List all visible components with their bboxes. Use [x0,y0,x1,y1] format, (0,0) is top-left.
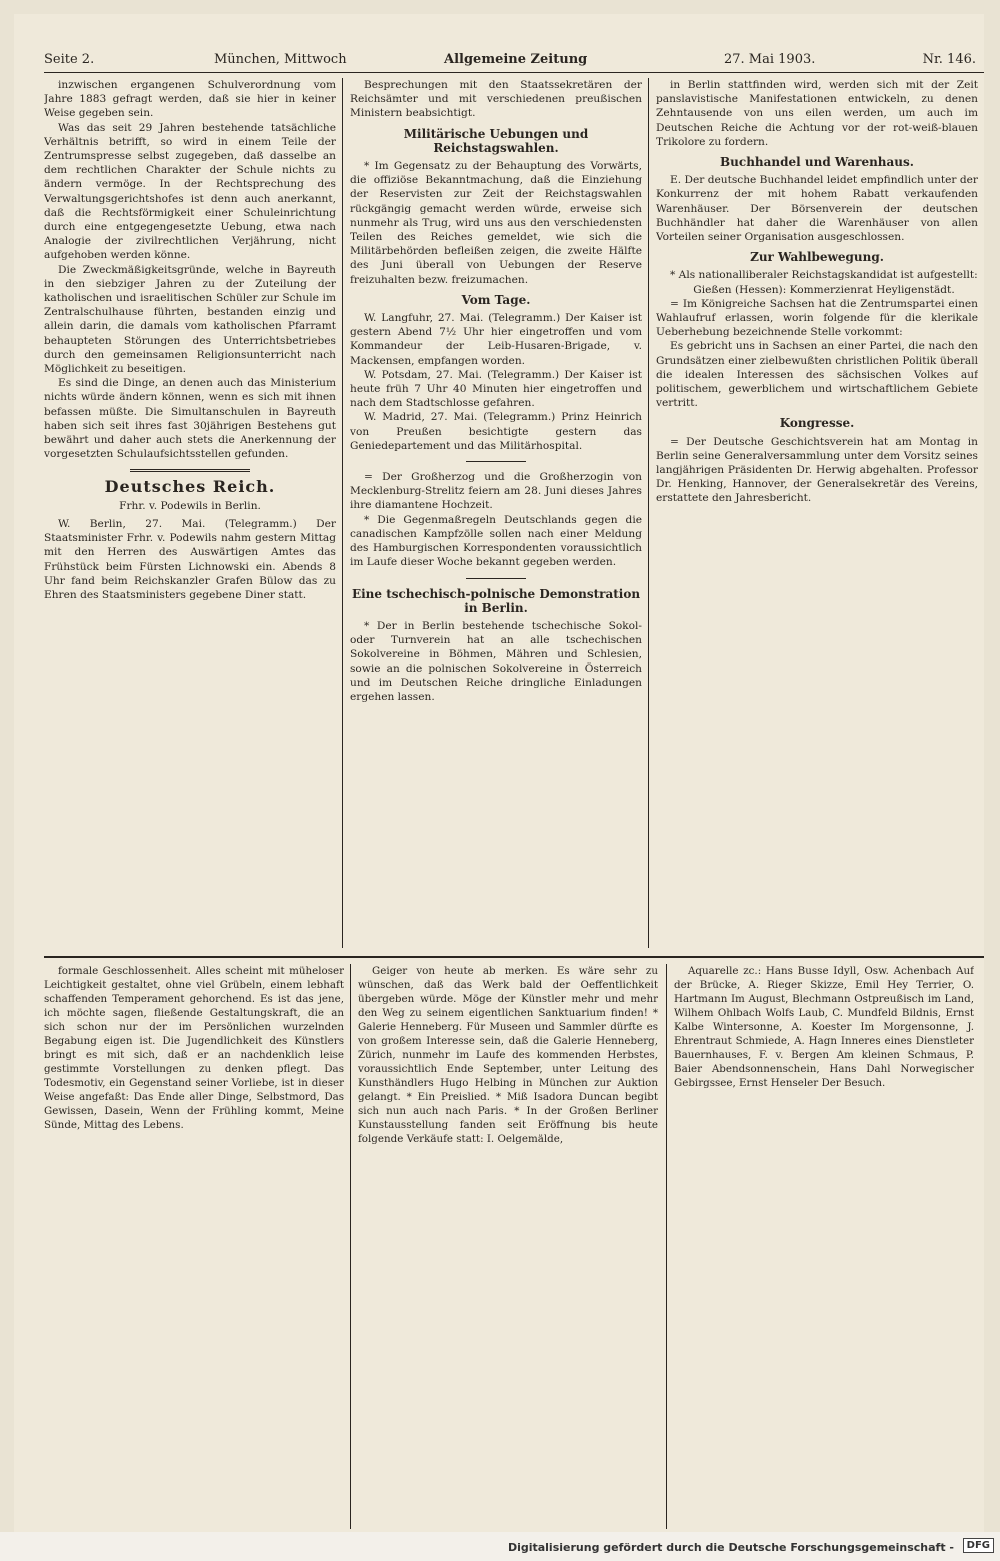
paragraph: Aquarelle zc.: Hans Busse Idyll, Osw. Achenbach Auf der Brücke, A. Rieger Skizze, Emil Hey Terrier, O. Hartmann Im August, Blechmann Ostpreußisch im Land, Wilhem Ohlbach Wolfs Laub, C. Mundfeld Bildnis, Ernst Kalbe Wintersonne, A. Koester Im Morgensonne, J. Ehrentraut Schmiede, A. Hagn Inneres eines Dienstleter Bauernhauses, F. v. Bergen Am kleinen Schmaus, P. Baier Abendsonnenschein, Hans Dahl Norwegischer Gebirgssee, Ernst Henseler Der Besuch. [674,965,974,1089]
article-heading: Buchhandel und Warenhaus. [720,155,914,170]
subheading: Frhr. v. Podewils in Berlin. [119,499,261,512]
paragraph: Es gebricht uns in Sachsen an einer Partei, die nach den Grundsätzen einer zielbewußten christlichen Politik überall die idealen Interessen des sächsischen Volkes auf politischem, gewerblichem und wirtschaftlichem Gebiete vertritt. [656,340,978,410]
column-divider [666,964,667,1529]
section-divider [130,469,250,472]
divider [466,578,526,579]
paragraph: * Im Gegensatz zu der Behauptung des Vorwärts, die offiziöse Bekanntmachung, daß die Einziehung der Reservisten zur Zeit der Reichstagswahlen rückgängig gemacht werden würde, erweise sich nunmehr als Trug, wird uns aus den verschiedensten Teilen des Reiches gemeldet, wie sich die Militärbehörden befleißen zeigen, die zweite Hälfte des Juni überall von Uebungen der Reserve freizuhalten bezw. freizumachen. [350,160,642,286]
column-1 [44,78,336,948]
issue-number: Nr. 146. [922,52,976,67]
paragraph: Es sind die Dinge, an denen auch das Ministerium nichts würde ändern können, wenn es sich mit ihnen befassen müßte. Die Simultanschulen in Bayreuth haben sich seit ihres fast 30jährigen Bestehens gut bewährt und daher auch stets die Anerkennung der vorgesetzten Schulaufsichtsstellen gefunden. [44,377,336,461]
paragraph: W. Berlin, 27. Mai. (Telegramm.) Der Staatsminister Frhr. v. Podewils nahm gestern Mittag mit den Herren des Auswärtigen Amtes das Frühstück beim Fürsten Lichnowski ein. Abends 8 Uhr fand beim Reichskanzler Grafen Bülow das zu Ehren des Staatsministers gegebene Diner statt. [44,517,336,601]
dfg-logo: DFG [963,1538,994,1553]
article-heading: Eine tschechisch-polnische Demonstration in Berlin. [351,586,641,615]
place-date-line: München, Mittwoch [214,52,347,67]
feuilleton-column-1 [44,964,344,1529]
paragraph: in Berlin stattfinden wird, werden sich mit der Zeit panslavistische Manifestationen entwickeln, zu denen Zehntausende von uns eilen werden, um auch im Deutschen Reiche die Achtung vor der rot-weiß-blauen Trikolore zu fordern. [656,79,978,148]
divider [466,461,526,462]
feuilleton-column-2 [358,964,658,1529]
paragraph: Die Zweckmäßigkeitsgründe, welche in Bayreuth in den siebziger Jahren zu der Zuteilung der katholischen und israelitischen Schüler zur Schule im Zentralschulhause führten, bestanden einzig und allein darin, die damals vom katholischen Pfarramt behaupteten Störungen des Unterrichtsbetriebes durch den gemeinsamen Religionsunterricht nach Möglichkeit zu beseitigen. [44,263,336,376]
article-heading: Zur Wahlbewegung. [750,250,884,265]
newspaper-title: Allgemeine Zeitung [444,52,588,67]
feuilleton-column-3 [674,964,974,1529]
paragraph: Geiger von heute ab merken. Es wäre sehr zu wünschen, daß das Werk bald der Oeffentlichkeit übergeben würde. Möge der Künstler mehr und mehr den Weg zu seinem eigentlichen Sanktuarium finden! * Galerie Henneberg. Für Museen und Sammler dürfte es von großem Interesse sein, daß die Galerie Henneberg, Zürich, nunmehr im Laufe des kommenden Herbstes, voraussichtlich Ende September, unter Leitung des Kunsthändlers Hugo Helbing in München zur Auktion gelangt. * Ein Preislied. * Miß Isadora Duncan begibt sich nun auch nach Paris. * In der Großen Berliner Kunstausstellung fanden seit Eröffnung bis heute folgende Verkäufe statt: I. Oelgemälde, [358,965,658,1145]
paragraph: * Die Gegenmaßregeln Deutschlands gegen die canadischen Kampfzölle sollen nach einer Meldung des Hamburgischen Korrespondenten voraussichtlich im Laufe dieser Woche bekannt gegeben werden. [350,513,642,569]
paragraph: Gießen (Hessen): Kommerzienrat Heyligenstädt. [693,283,955,296]
column-divider [350,964,351,1529]
paragraph: = Im Königreiche Sachsen hat die Zentrumspartei einen Wahlaufruf erlassen, worin folgende für die klerikale Ueberhebung bezeichnende Stelle vorkommt: [656,297,978,339]
newspaper-page [14,14,984,1532]
section-heading: Deutsches Reich. [104,477,276,497]
column-divider [342,78,343,948]
column-divider [648,78,649,948]
article-heading: Kongresse. [779,416,855,431]
paragraph: Was das seit 29 Jahren bestehende tatsächliche Verhältnis betrifft, so wird in einem Teile der Zentrumspresse selbst zugegeben, daß dasselbe an dem rechtlichen Charakter der Schule nichts zu ändern vermöge. In der Rechtsprechung des Verwaltungsgerichtshofes ist denn auch anerkannt, daß die Rechtsförmigkeit einer Schuleinrichtung durch eine entgegengesetzte Uebung, etwa nach Analogie der zivilrechtlichen Verjährung, nicht aufgehoben werden könne. [44,121,336,262]
paragraph: W. Langfuhr, 27. Mai. (Telegramm.) Der Kaiser ist gestern Abend 7½ Uhr hier eingetroffen und vom Kommandeur der Leib-Husaren-Brigade, v. Mackensen, empfangen worden. [350,312,642,367]
paragraph: inzwischen ergangenen Schulverordnung vom Jahre 1883 gefragt werden, daß sie hier in keiner Weise gegeben sein. [44,79,336,120]
masthead [44,48,984,73]
digitization-footer [0,1532,1000,1561]
footer-text: Digitalisierung gefördert durch die Deutsche Forschungsgemeinschaft - [507,1541,954,1554]
paragraph: = Der Deutsche Geschichtsverein hat am Montag in Berlin seine Generalversammlung unter dem Vorsitz seines langjährigen Präsidenten Dr. Herwig abgehalten. Professor Dr. Henking, Hannover, der Generalsekretär des Vereins, erstattete den Jahresbericht. [656,435,978,505]
paragraph: Besprechungen mit den Staatssekretären der Reichsämter und mit verschiedenen preußischen Ministern beabsichtigt. [350,79,642,120]
paragraph: * Der in Berlin bestehende tschechische Sokol- oder Turnverein hat an alle tschechischen Sokolvereine in Böhmen, Mähren und Schlesien, sowie an die polnischen Sokolvereine in Österreich und im Deutschen Reiche dringliche Einladungen ergehen lassen. [350,619,642,703]
column-2 [350,78,642,948]
issue-date: 27. Mai 1903. [724,52,816,67]
paragraph: = Der Großherzog und die Großherzogin von Mecklenburg-Strelitz feiern am 28. Juni dieses Jahres ihre diamantene Hochzeit. [350,471,642,512]
feuilleton-divider [44,956,984,958]
paragraph: W. Madrid, 27. Mai. (Telegramm.) Prinz Heinrich von Preußen besichtigte gestern das Geniedepartement und das Militärhospital. [350,411,642,452]
paragraph: formale Geschlossenheit. Alles scheint mit müheloser Leichtigkeit gestaltet, ohne viel Grübeln, einem lebhaft schaffenden Temperament gehorchend. Es ist das jene, ich möchte sagen, fließende Gestaltungskraft, die an sich schon nur der im Persönlichen wurzelnden Begabung eigen ist. Die Jugendlichkeit des Künstlers bringt es mit sich, daß er an nachdenklich leise gestimmte Vorstellungen zu denken pflegt. Das Todesmotiv, ein Gegenstand seiner Vorliebe, ist in dieser Weise angefaßt: Das Ende aller Dinge, Selbstmord, Das Gewissen, Dasein, Wenn der Frühling kommt, Meine Sünde, Mittag des Lebens. [44,965,344,1131]
article-heading: Militärische Uebungen und Reichstagswahlen. [403,126,589,155]
paragraph: W. Potsdam, 27. Mai. (Telegramm.) Der Kaiser ist heute früh 7 Uhr 40 Minuten hier eingetroffen und nach dem Stadtschlosse gefahren. [350,368,642,410]
paragraph: E. Der deutsche Buchhandel leidet empfindlich unter der Konkurrenz der mit hohem Rabatt verkaufenden Warenhäuser. Der Börsenverein der deutschen Buchhändler hat daher die Warenhäuser von allen Vorteilen seiner Organisation ausgeschlossen. [656,174,978,244]
paragraph: * Als nationalliberaler Reichstagskandidat ist aufgestellt: [670,269,978,282]
page-number: Seite 2. [44,52,95,67]
column-3 [656,78,978,948]
article-heading: Vom Tage. [461,292,531,307]
